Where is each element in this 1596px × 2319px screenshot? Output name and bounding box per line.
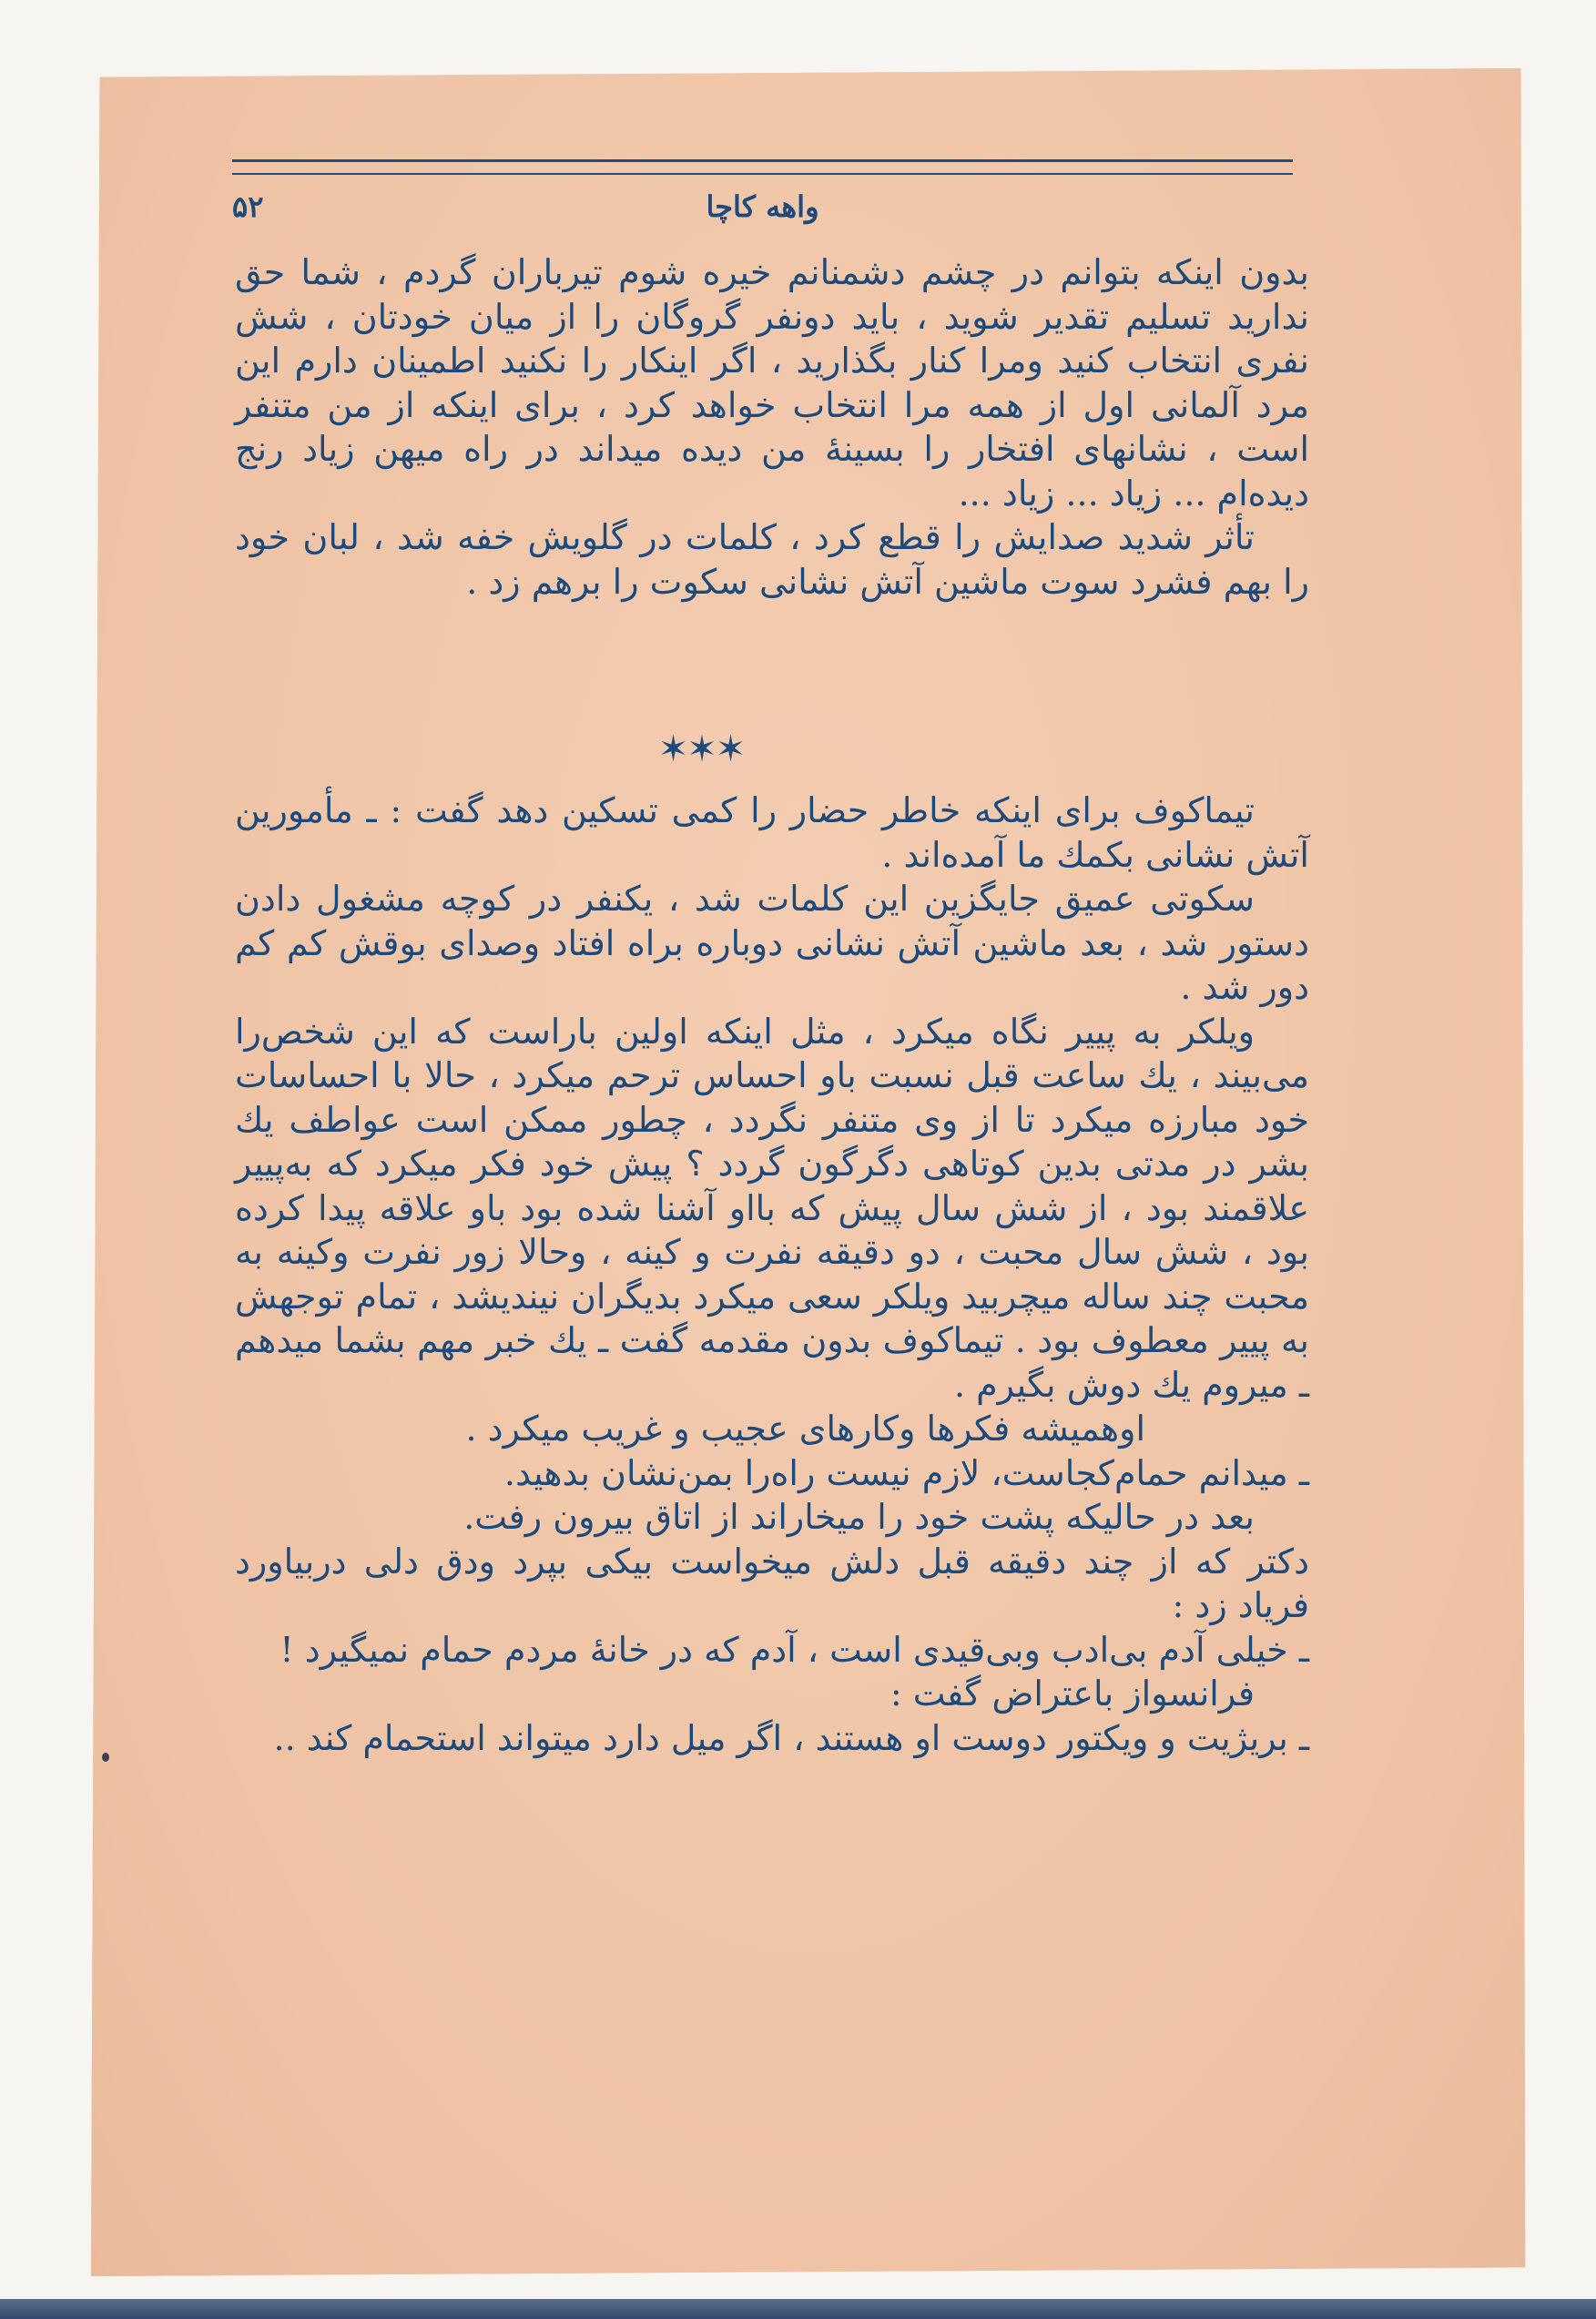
dialogue-line: ـ خیلی آدم بی‌ادب وبی‌قیدی است ، آدم که در خانهٔ مردم حمام نمیگیرد ! — [280, 1629, 1309, 1670]
text-block-main — [235, 788, 1309, 1760]
header-rule-thin — [232, 173, 1293, 175]
paragraph: اوهمیشه فکرها وکارهای عجیب و غریب میکرد . — [465, 1409, 1145, 1449]
page-header — [232, 189, 1293, 235]
scanner-edge — [0, 2299, 1596, 2319]
section-separator-stars: ✶✶✶ — [657, 728, 745, 770]
paper-fleck — [102, 1753, 109, 1762]
paragraph: تأثر شدید صدایش را قطع کرد ، کلمات در گلویش خفه شد ، لبان خود را بهم فشرد سوت ماشین آتش نشانی سکوت را برهم زد . — [235, 517, 1309, 602]
dialogue-line: ـ میدانم حمام‌کجاست، لازم نیست راه‌را بمن‌نشان بدهید. — [503, 1452, 1309, 1493]
paragraph: فرانسواز باعتراض گفت : — [889, 1673, 1255, 1714]
running-title: واهه کاچا — [706, 189, 819, 224]
header-rule-thick — [232, 159, 1293, 162]
dialogue-line: ـ بریژیت و ویکتور دوست او هستند ، اگر میل دارد میتواند استحمام کند .. — [273, 1717, 1309, 1758]
paragraph: بعد در حالیکه پشت خود را میخاراند از اتاق بیرون رفت. — [463, 1497, 1255, 1537]
paragraph: بدون اینکه بتوانم در چشم دشمنانم خیره شوم تیرباران گردم ، شما حق ندارید تسلیم تقدیر شوید ، باید دونفر گروگان را از میان خودتان ، شش نفری انتخاب کنید ومرا کنار بگذارید ، اگر اینکار را نکنید اطمینان دارم این مرد آلمانی اول از همه مرا انتخاب خواهد کرد ، برای اینکه از من متنفر است ، نشانهای افتخار را بسینهٔ من دیده میداند در راه میهن زیاد رنج دیده‌ام ... زیاد ... زیاد ... — [235, 252, 1309, 514]
paragraph: سکوتی عمیق جایگزین این کلمات شد ، یکنفر در کوچه مشغول دادن دستور شد ، بعد ماشین آتش نشانی دوباره براه افتاد وصدای بوقش کم کم دور شد . — [235, 879, 1309, 1007]
paragraph: ویلکر به پییر نگاه میکرد ، مثل اینکه اولین باراست که این شخص‌را می‌بیند ، یك ساعت قبل نسبت باو احساس ترحم میکرد ، حالا با احساسات خود مبارزه میکرد تا از وی متنفر نگردد ، چطور ممکن است عواطف یك بشر در مدتی بدین کوتاهی دگرگون گردد ؟ پیش خود فکر میکرد که به‌پییر علاقمند بود ، از شش سال پیش که بااو آشنا شده بود باو علاقه پیدا کرده بود ، شش سال محبت ، دو دقیقه نفرت و کینه ، وحالا زور نفرت وکینه به محبت چند ساله میچربید ویلکر سعی میکرد بدیگران نینديشد ، تمام توجهش به پییر معطوف بود . تیماکوف بدون مقدمه گفت ـ یك خبر مهم بشما میدهم ـ میروم یك دوش بگیرم . — [235, 1011, 1309, 1405]
text-block-top — [235, 250, 1309, 604]
page-number: ۵۲ — [232, 189, 264, 224]
paragraph: تیماکوف برای اینکه خاطر حضار را کمی تسکین دهد گفت : ـ مأمورین آتش نشانی بکمك ما آمده‌اند . — [235, 790, 1309, 875]
paragraph: دکتر که از چند دقیقه قبل دلش میخواست بیکی بپرد ودق دلی دربیاورد فریاد زد : — [235, 1541, 1309, 1625]
